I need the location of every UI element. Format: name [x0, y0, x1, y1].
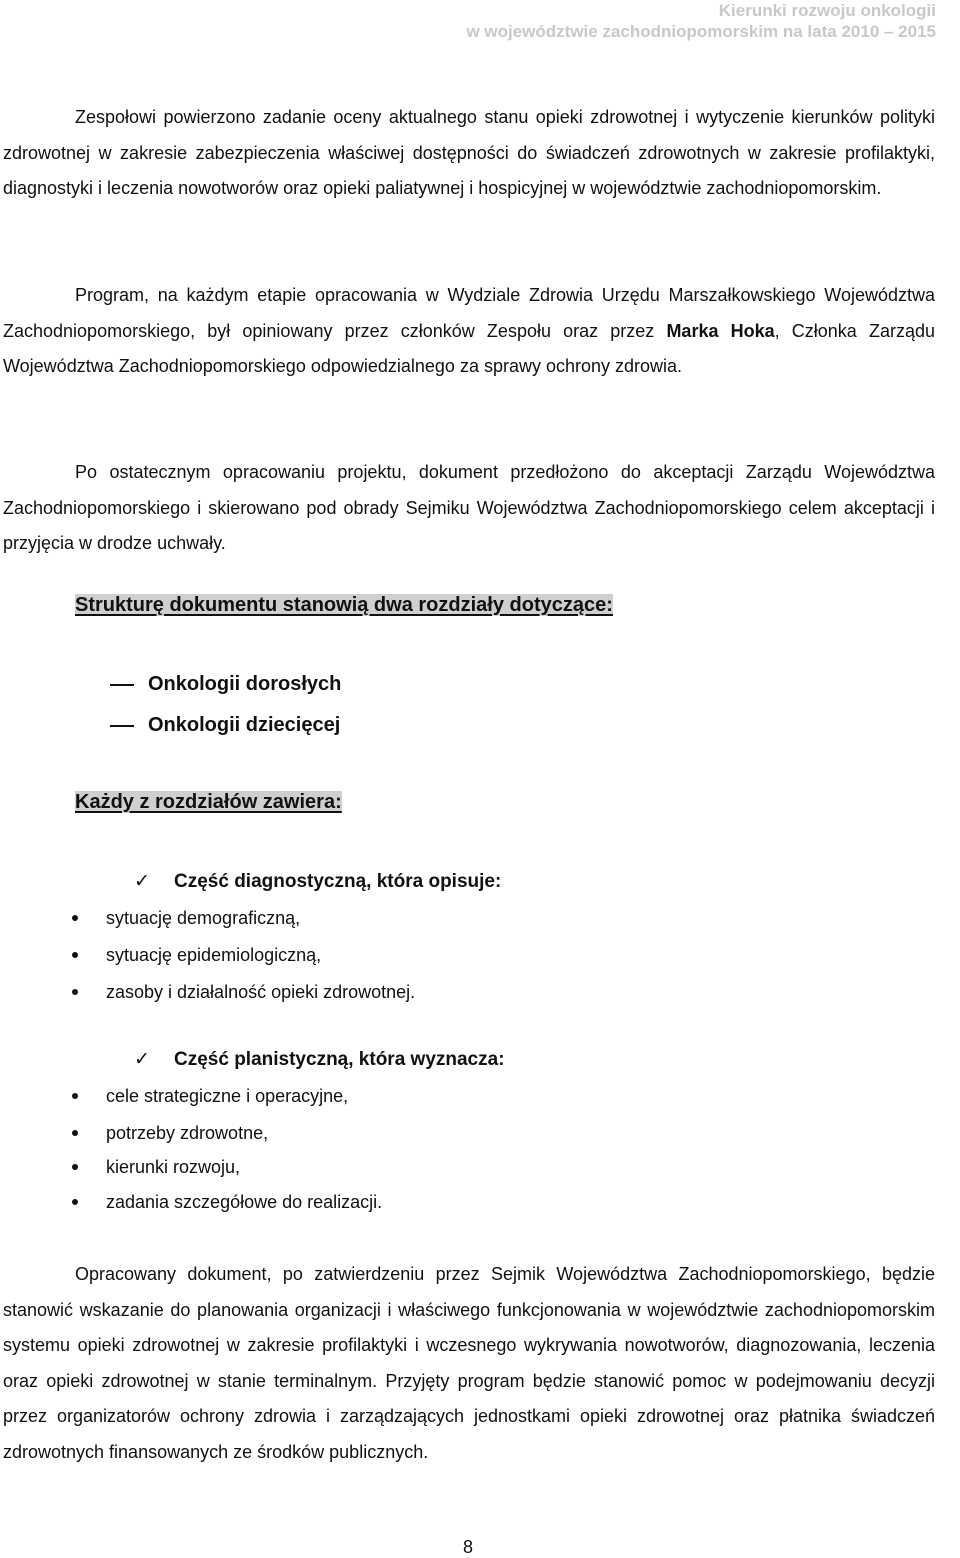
bullet-icon	[72, 1199, 78, 1205]
paragraph-acceptance: Po ostatecznym opracowaniu projektu, dokument przedłożono do akceptacji Zarządu Województwa Zachodniopomorskiego i skierowano pod obrady Sejmiku Województwa Zachodniopomorskiego celem akceptacji i przyjęcia w drodze uchwały.	[3, 462, 935, 553]
bullet-icon	[72, 952, 78, 958]
paragraph-program-review-end: , Członka Zarządu Województwa Zachodniopomorskiego odpowiedzialnego za sprawy ochrony zdrowia.	[3, 320, 935, 376]
bullet-icon	[72, 1130, 78, 1136]
dash-marker	[110, 684, 134, 686]
paragraph-program-review	[3, 278, 935, 385]
header-line-2: w województwie zachodniopomorskim na lata 2010 – 2015	[466, 22, 936, 41]
bullet-icon	[72, 1093, 78, 1099]
bullet-icon	[72, 1164, 78, 1170]
page-number: 8	[462, 1537, 473, 1557]
paragraph-summary: Opracowany dokument, po zatwierdzeniu przez Sejmik Województwa Zachodniopomorskiego, będzie stanowić wskazanie do planowania organizacji i właściwego funkcjonowania w województwie zachodniopomorskim systemu opieki zdrowotnej w zakresie profilaktyki i wczesnego wykrywania nowotworów, diagnozowania, leczenia oraz opieki zdrowotnej w stanie terminalnym. Przyjęty program będzie stanowić pomoc w podejmowaniu decyzji przez organizatorów ochrony zdrowia i zarządzających jednostkami opieki zdrowotnej oraz płatnika świadczeń zdrowotnych finansowanych ze środków publicznych.	[3, 1264, 935, 1462]
section-planning-title: ✓ Część planistyczną, która wyznacza:	[134, 1049, 505, 1070]
paragraph-program-review-start: Program, na każdym etapie opracowania w Wydziale Zdrowia Urzędu Marszałkowskiego Województwa Zachodniopomorskiego, był opiniowany przez członków Zespołu oraz przez	[3, 285, 935, 341]
dash-marker	[110, 725, 134, 727]
running-header	[466, 0, 936, 42]
person-name: Marka Hoka	[666, 320, 775, 341]
checkmark-icon: ✓	[134, 1049, 150, 1070]
paragraph-team-task: Zespołowi powierzono zadanie oceny aktualnego stanu opieki zdrowotnej i wytyczenie kierunków polityki zdrowotnej w zakresie zabezpieczenia właściwej dostępności do świadczeń zdrowotnych w zakresie profilaktyki, diagnostyki i leczenia nowotworów oraz opieki paliatywnej i hospicyjnej w województwie zachodniopomorskim.	[3, 107, 935, 198]
contents-heading: Każdy z rozdziałów zawiera:	[75, 791, 342, 813]
bullet-icon	[72, 915, 78, 921]
bullet-icon	[72, 989, 78, 995]
section-diagnostic-title: ✓ Część diagnostyczną, która opisuje:	[134, 871, 502, 892]
header-line-1: Kierunki rozwoju onkologii	[718, 1, 936, 20]
structure-heading: Strukturę dokumentu stanowią dwa rozdziały dotyczące:	[75, 594, 613, 616]
checkmark-icon: ✓	[134, 871, 150, 892]
